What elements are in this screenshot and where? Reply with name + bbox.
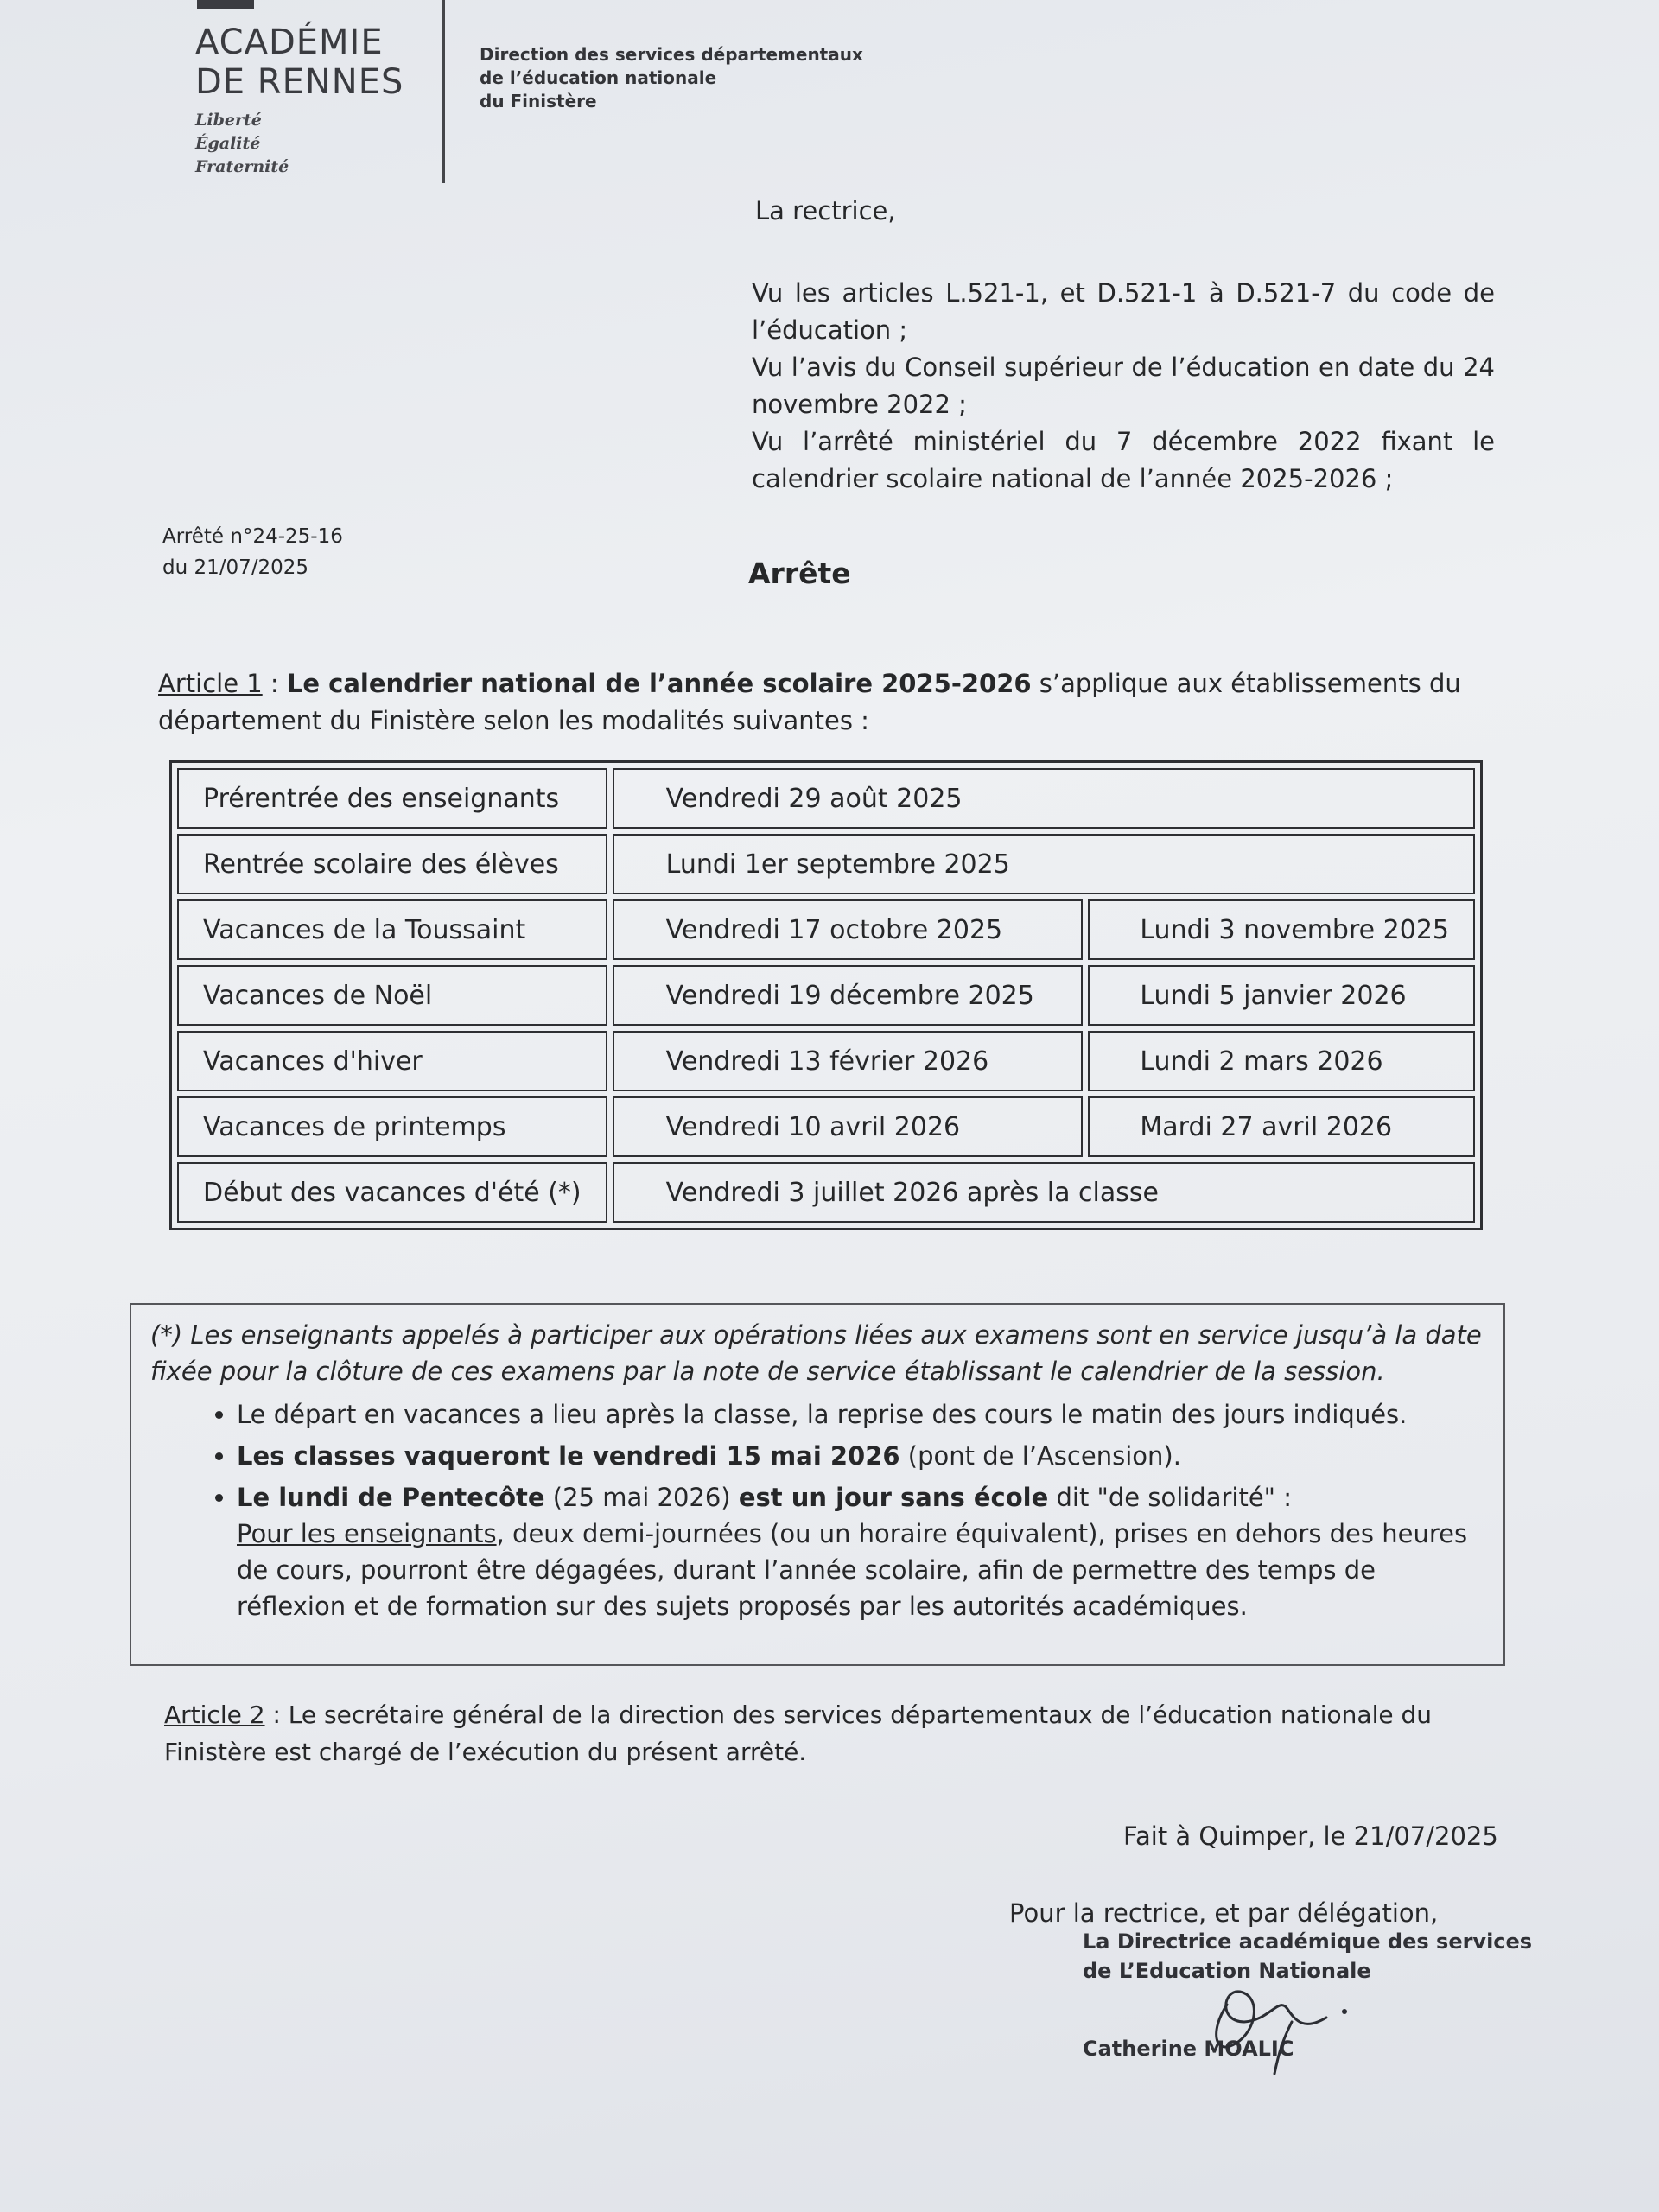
exam-footnote: (*) Les enseignants appelés à participer aux opérations liées aux examens sont en service jusqu’à la date fixée pour la clôture de ces examens par la note de service établissant le calendrier de la session. (150, 1320, 1482, 1386)
academy-logo (195, 22, 404, 179)
period-start: Vendredi 10 avril 2026 (613, 1096, 1084, 1157)
table-row (177, 768, 1475, 829)
department-line-2: de l’éducation nationale (480, 67, 717, 88)
decree-reference (162, 521, 343, 583)
motto-fraternite: Fraternité (195, 157, 289, 176)
table-row (177, 965, 1475, 1026)
marianne-mark (197, 0, 254, 9)
period-end: Lundi 5 janvier 2026 (1088, 965, 1475, 1026)
signatory-name: Catherine MOALIC (1083, 2037, 1294, 2061)
table-row (177, 1096, 1475, 1157)
vu-conseil: Vu l’avis du Conseil supérieur de l’éducation en date du 24 novembre 2022 ; (752, 353, 1495, 419)
period-end: Lundi 2 mars 2026 (1088, 1031, 1475, 1091)
period-label: Vacances de printemps (177, 1096, 607, 1157)
list-item: • Les classes vaqueront le vendredi 15 mai 2026 (pont de l’Ascension). (237, 1438, 1488, 1474)
place-and-date: Fait à Quimper, le 21/07/2025 (1123, 1821, 1498, 1851)
delegation-line: Pour la rectrice, et par délégation, (1009, 1898, 1439, 1928)
addressee: La rectrice, (755, 196, 896, 226)
notes-list (150, 1396, 1488, 1624)
period-date: Lundi 1er septembre 2025 (613, 834, 1475, 894)
period-label: Vacances d'hiver (177, 1031, 607, 1091)
article-1-text: s’applique aux établissements du département du Finistère selon les modalités suivantes : (158, 669, 1461, 735)
signatory-title: La Directrice académique des services de L’Education Nationale (1083, 1929, 1533, 1983)
motto-liberte: Liberté (195, 111, 262, 130)
preamble-block (752, 275, 1495, 498)
header-divider (442, 0, 445, 183)
period-end: Mardi 27 avril 2026 (1088, 1096, 1475, 1157)
article-1-subject: Le calendrier national de l’année scolaire 2025-2026 (286, 669, 1032, 698)
department-block (480, 43, 863, 113)
period-label: Vacances de Noël (177, 965, 607, 1026)
handwritten-signature (1175, 1970, 1365, 2091)
school-calendar-table (169, 760, 1483, 1230)
vu-articles: Vu les articles L.521-1, et D.521-1 à D.521-7 du code de l’éducation ; (752, 278, 1495, 345)
decree-number: Arrêté n°24-25-16 (162, 525, 343, 548)
period-date: Vendredi 29 août 2025 (613, 768, 1475, 829)
decree-title: Arrête (748, 556, 851, 590)
period-label: Début des vacances d'été (*) (177, 1162, 607, 1223)
motto-egalite: Égalité (195, 134, 261, 153)
period-date: Vendredi 3 juillet 2026 après la classe (613, 1162, 1475, 1223)
period-label: Vacances de la Toussaint (177, 899, 607, 960)
table-row (177, 834, 1475, 894)
table-row (177, 1031, 1475, 1091)
department-line-1: Direction des services départementaux (480, 44, 863, 65)
article-2-text: : Le secrétaire général de la direction des services départementaux de l’éducation nationale du Finistère est chargé de l’exécution du présent arrêté. (164, 1700, 1433, 1766)
article-2 (164, 1696, 1512, 1770)
list-item: • Le lundi de Pentecôte (25 mai 2026) est un jour sans école dit "de solidarité" : Pour les enseignants, deux demi-journées (ou un horaire équivalent), prises en dehors des heures de cours, pourront être dégagées, durant l’année scolaire, afin de permettre des temps de réflexion et de formation sur des sujets proposés par les autorités académiques. (237, 1479, 1488, 1624)
list-item: • Le départ en vacances a lieu après la classe, la reprise des cours le matin des jours indiqués. (237, 1396, 1488, 1433)
logo-line-1: ACADÉMIE (195, 22, 384, 62)
department-line-3: du Finistère (480, 91, 597, 111)
table-row (177, 1162, 1475, 1223)
vu-arrete: Vu l’arrêté ministériel du 7 décembre 2022 fixant le calendrier scolaire national de l’année 2025-2026 ; (752, 427, 1495, 493)
logo-line-2: DE RENNES (195, 62, 404, 102)
period-start: Vendredi 19 décembre 2025 (613, 965, 1084, 1026)
period-end: Lundi 3 novembre 2025 (1088, 899, 1475, 960)
decree-date: du 21/07/2025 (162, 556, 309, 579)
period-start: Vendredi 13 février 2026 (613, 1031, 1084, 1091)
notes-box (130, 1303, 1505, 1666)
period-start: Vendredi 17 octobre 2025 (613, 899, 1084, 960)
article-2-label: Article 2 (164, 1700, 265, 1729)
period-label: Prérentrée des enseignants (177, 768, 607, 829)
article-1-label: Article 1 (158, 669, 263, 698)
table-row (177, 899, 1475, 960)
period-label: Rentrée scolaire des élèves (177, 834, 607, 894)
article-1: Article 1 : Le calendrier national de l’année scolaire 2025-2026 s’applique aux établissements du département du Finistère selon les modalités suivantes : (158, 669, 1461, 735)
